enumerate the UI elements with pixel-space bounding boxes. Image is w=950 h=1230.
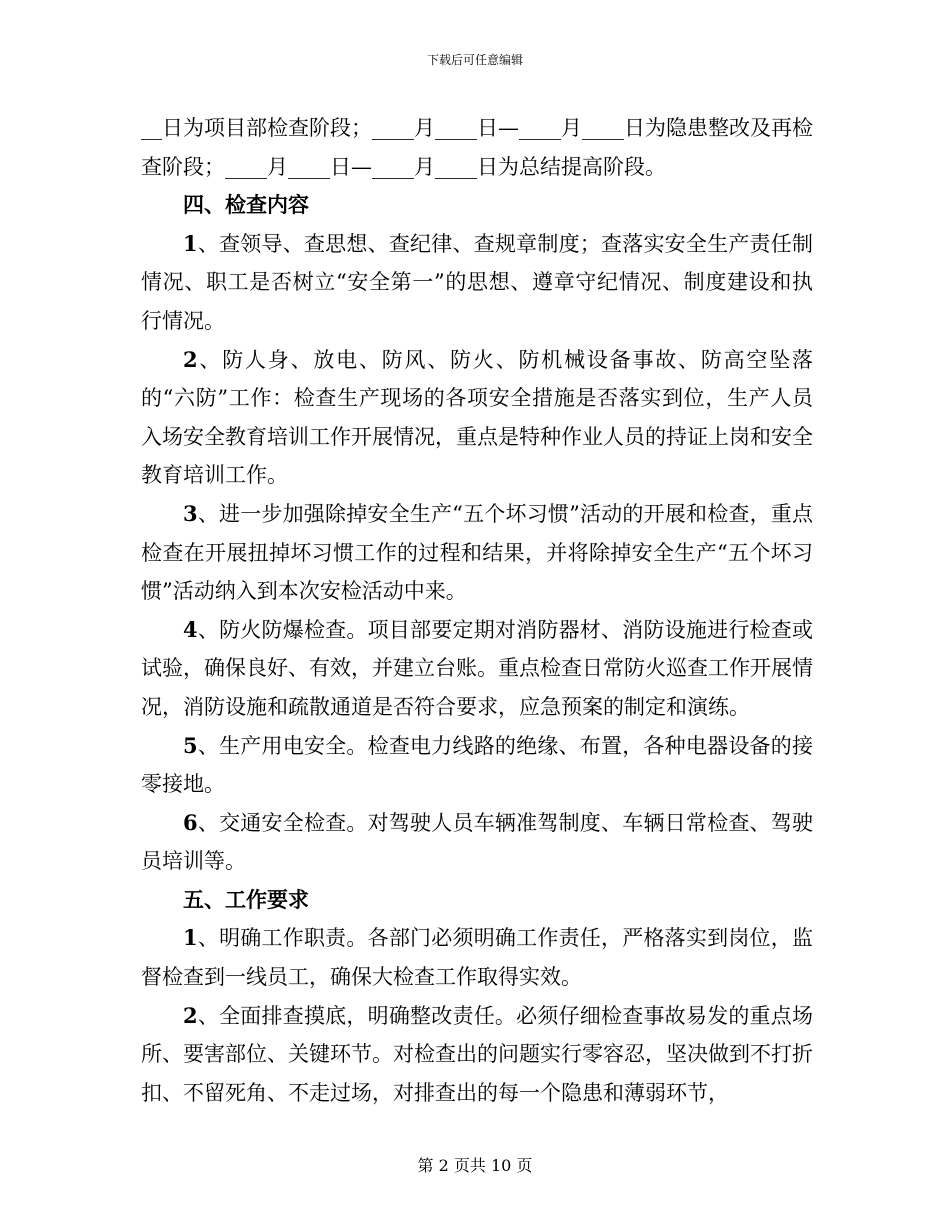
page-header: 下载后可任意编辑 — [426, 53, 523, 67]
list-item — [141, 727, 813, 804]
list-item — [141, 997, 813, 1113]
item-text: 、全面排查摸底，明确整改责任。必须仔细检查事故易发的重点场所、要害部位、关键环节。对检查出的问题实行零容忍，坚决做到不打折扣、不留死角、不走过场，对排查出的每一个隐患和薄弱环节， — [141, 1003, 813, 1105]
list-item — [141, 225, 813, 341]
section-heading-inspection-content: 四、检查内容 — [183, 192, 309, 218]
list-item — [141, 341, 813, 495]
section-heading-work-requirements: 五、工作要求 — [183, 886, 309, 912]
intro-paragraph: __日为项目部检查阶段；____月____日—____月____日为隐患整改及再检查阶段；____月____日—____月____日为总结提高阶段。 — [141, 116, 813, 179]
item-number: 1 — [183, 230, 198, 256]
item-number: 2 — [183, 346, 198, 372]
item-text: 、防人身、放电、防风、防火、防机械设备事故、防高空坠落的“六防”工作：检查生产现场的各项安全措施是否落实到位，生产人员入场安全教育培训工作开展情况，重点是特种作业人员的持证上岗和安全教育培训工作。 — [141, 347, 813, 488]
list-item — [141, 611, 813, 727]
item-number: 3 — [183, 500, 198, 526]
item-text: 、生产用电安全。检查电力线路的绝缘、布置，各种电器设备的接零接地。 — [141, 733, 813, 797]
page-number: 第 2 页共 10 页 — [417, 1156, 533, 1175]
item-number: 2 — [183, 1002, 198, 1028]
item-text: 、进一步加强除掉安全生产“五个坏习惯”活动的开展和检查，重点检查在开展扭掉坏习惯工作的过程和结果，并将除掉安全生产“五个坏习惯”活动纳入到本次安检活动中来。 — [141, 501, 813, 604]
list-item — [141, 804, 813, 881]
item-number: 6 — [183, 809, 198, 835]
item-text: 、防火防爆检查。项目部要定期对消防器材、消防设施进行检查或试验，确保良好、有效，并建立台账。重点检查日常防火巡查工作开展情况，消防设施和疏散通道是否符合要求，应急预案的制定和演练。 — [141, 617, 813, 719]
list-item — [141, 919, 813, 996]
item-text: 、查领导、查思想、查纪律、查规章制度；查落实安全生产责任制情况、职工是否树立“安全第一”的思想、遵章守纪情况、制度建设和执行情况。 — [141, 231, 813, 333]
document-body — [141, 109, 813, 1112]
item-number: 4 — [183, 616, 198, 642]
item-number: 5 — [183, 732, 198, 758]
list-item — [141, 495, 813, 611]
item-text: 、交通安全检查。对驾驶人员车辆准驾制度、车辆日常检查、驾驶员培训等。 — [141, 810, 813, 874]
item-text: 、明确工作职责。各部门必须明确工作责任，严格落实到岗位，监督检查到一线员工，确保大检查工作取得实效。 — [141, 926, 813, 990]
item-number: 1 — [183, 925, 198, 951]
